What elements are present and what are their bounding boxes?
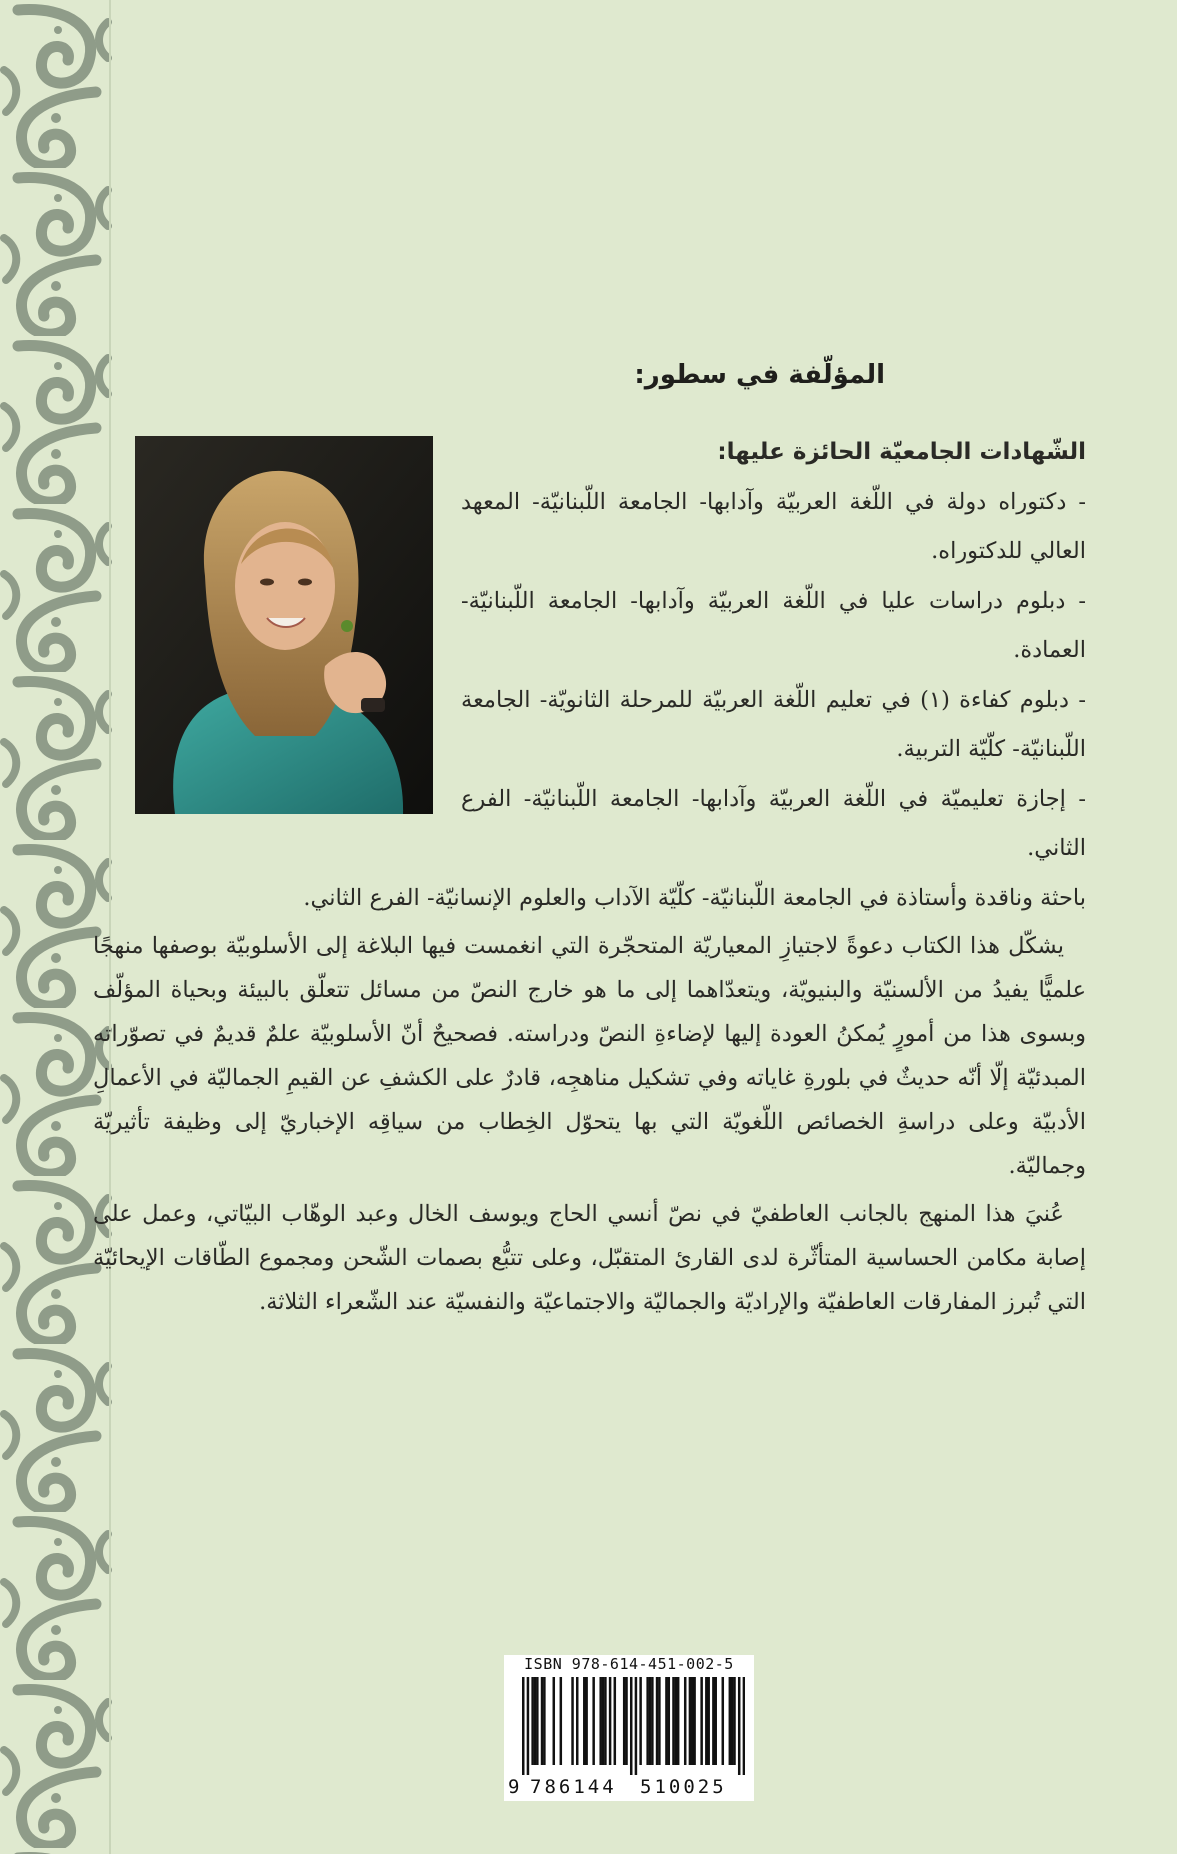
barcode-digit-group-left: 786144	[530, 1776, 617, 1798]
barcode-bar	[691, 1677, 694, 1765]
barcode-bar	[609, 1677, 612, 1765]
degrees-section	[461, 428, 1086, 874]
barcode-bar	[599, 1677, 602, 1765]
barcode-bar	[700, 1677, 703, 1765]
barcode-bar	[689, 1677, 692, 1765]
barcode-bar	[623, 1677, 626, 1765]
barcode-bar	[602, 1677, 605, 1765]
barcode-bar	[592, 1677, 595, 1765]
barcode-guard-bar	[527, 1677, 530, 1775]
barcode-bar	[665, 1677, 668, 1765]
barcode-bar	[733, 1677, 736, 1765]
barcode-bar	[651, 1677, 654, 1765]
barcode-bar	[693, 1677, 696, 1765]
barcode-bar	[731, 1677, 734, 1765]
book-description	[93, 876, 1086, 1328]
barcode-digit-group-right: 510025	[640, 1776, 727, 1798]
barcode-bar	[536, 1677, 539, 1765]
barcode-bar	[729, 1677, 732, 1765]
barcode-guard-bar	[522, 1677, 525, 1775]
barcode-bar	[656, 1677, 659, 1765]
barcode-guard-bar	[630, 1677, 633, 1775]
barcode-bar	[714, 1677, 717, 1765]
degrees-list	[461, 478, 1086, 874]
barcode-bar	[534, 1677, 537, 1765]
description-paragraph: يشكّل هذا الكتاب دعوةً لاجتيازِ المعياريّة المتحجّرة التي انغمست فيها البلاغة إلى الأسلوبيّة بوصفها منهجًا علميًّا يفيدُ من الألسنيّة والبنيويّة، ويتعدّاهما إلى ما هو خارج النصّ من مسائل تتعلّق بالبيئة وبحياة المؤلّف وبسوى هذا من أمورٍ يُمكنُ العودة إليها لإضاءةِ النصّ ودراسته. فصحيحٌ أنّ الأسلوبيّة علمٌ قديمٌ في تصوّراته المبدئيّة إلّا أنّه حديثٌ في بلورةِ غاياته وفي تشكيل مناهجِه، قادرٌ على الكشفِ عن القيمِ الجماليّة في الأعمالِ الأدبيّة وعلى دراسةِ الخصائص اللّغويّة التي بها يتحوّل الخِطاب من سياقِه الإخباريّ إلى وظيفة تأثيريّة وجماليّة.	[93, 933, 1086, 1179]
barcode-bar	[672, 1677, 675, 1765]
degree-item: - دبلوم دراسات عليا في اللّغة العربيّة وآدابها- الجامعة اللّبنانيّة- العمادة.	[461, 587, 1086, 663]
barcode-bar	[677, 1677, 680, 1765]
barcode-bar	[531, 1677, 534, 1765]
barcode-bar	[675, 1677, 678, 1765]
barcode-bar	[722, 1677, 725, 1765]
barcode-bar	[639, 1677, 642, 1765]
degree-item: - دبلوم كفاءة (١) في تعليم اللّغة العربيّة للمرحلة الثانويّة- الجامعة اللّبنانيّة- كلّيّة التربية.	[461, 686, 1086, 762]
barcode-bar	[571, 1677, 574, 1765]
barcode-guard-bar	[635, 1677, 638, 1775]
author-bio-heading: المؤلّفة في سطور:	[634, 360, 885, 390]
description-paragraph: عُنيَ هذا المنهج بالجانب العاطفيّ في نصّ أنسي الحاج ويوسف الخال وعبد الوهّاب البيّاتي، وعمل على إصابة مكامن الحساسية المتأثّرة لدى القارئ المتقبّل، وعلى تتبُّع بصمات الشّحن ومجموع الطّاقات الإيحائيّة التي تُبرز المفارقات العاطفيّة والإراديّة والجماليّة والاجتماعيّة والنفسيّة عند الشّعراء الثلاثة.	[93, 1201, 1086, 1315]
degree-item: - دكتوراه دولة في اللّغة العربيّة وآدابها- الجامعة اللّبنانيّة- المعهد العالي للدكتوراه.	[461, 488, 1086, 564]
isbn-barcode	[504, 1655, 754, 1801]
barcode-bar	[576, 1677, 579, 1765]
barcode-guard-bar	[743, 1677, 745, 1775]
barcode-digit-first: 9	[508, 1776, 520, 1798]
barcode-bar	[684, 1677, 687, 1765]
barcode-bar	[543, 1677, 546, 1765]
barcode-bar	[583, 1677, 586, 1765]
barcode-bar	[585, 1677, 588, 1765]
barcode-bar	[541, 1677, 544, 1765]
author-intro: باحثة وناقدة وأستاذة في الجامعة اللّبنانيّة- كلّيّة الآداب والعلوم الإنسانيّة- الفرع الثاني.	[303, 885, 1086, 911]
barcode-bar	[646, 1677, 649, 1765]
barcode-bar	[553, 1677, 556, 1765]
barcode-bar	[604, 1677, 607, 1765]
barcode-bar	[625, 1677, 628, 1765]
barcode-bar	[707, 1677, 710, 1765]
barcode-bar	[560, 1677, 563, 1765]
degree-item: - إجازة تعليميّة في اللّغة العربيّة وآدابها- الجامعة اللّبنانيّة- الفرع الثاني.	[461, 785, 1086, 861]
barcode-bars	[513, 1677, 745, 1775]
author-photo	[135, 436, 433, 814]
barcode-bar	[668, 1677, 671, 1765]
barcode-bar	[705, 1677, 708, 1765]
barcode-bar	[658, 1677, 661, 1765]
barcode-bar	[712, 1677, 715, 1765]
barcode-guard-bar	[738, 1677, 741, 1775]
degrees-heading: الشّهادات الجامعيّة الحائزة عليها:	[717, 439, 1086, 465]
isbn-label: ISBN 978-614-451-002-5	[524, 1655, 734, 1673]
barcode-bar	[614, 1677, 617, 1765]
barcode-bar	[649, 1677, 652, 1765]
